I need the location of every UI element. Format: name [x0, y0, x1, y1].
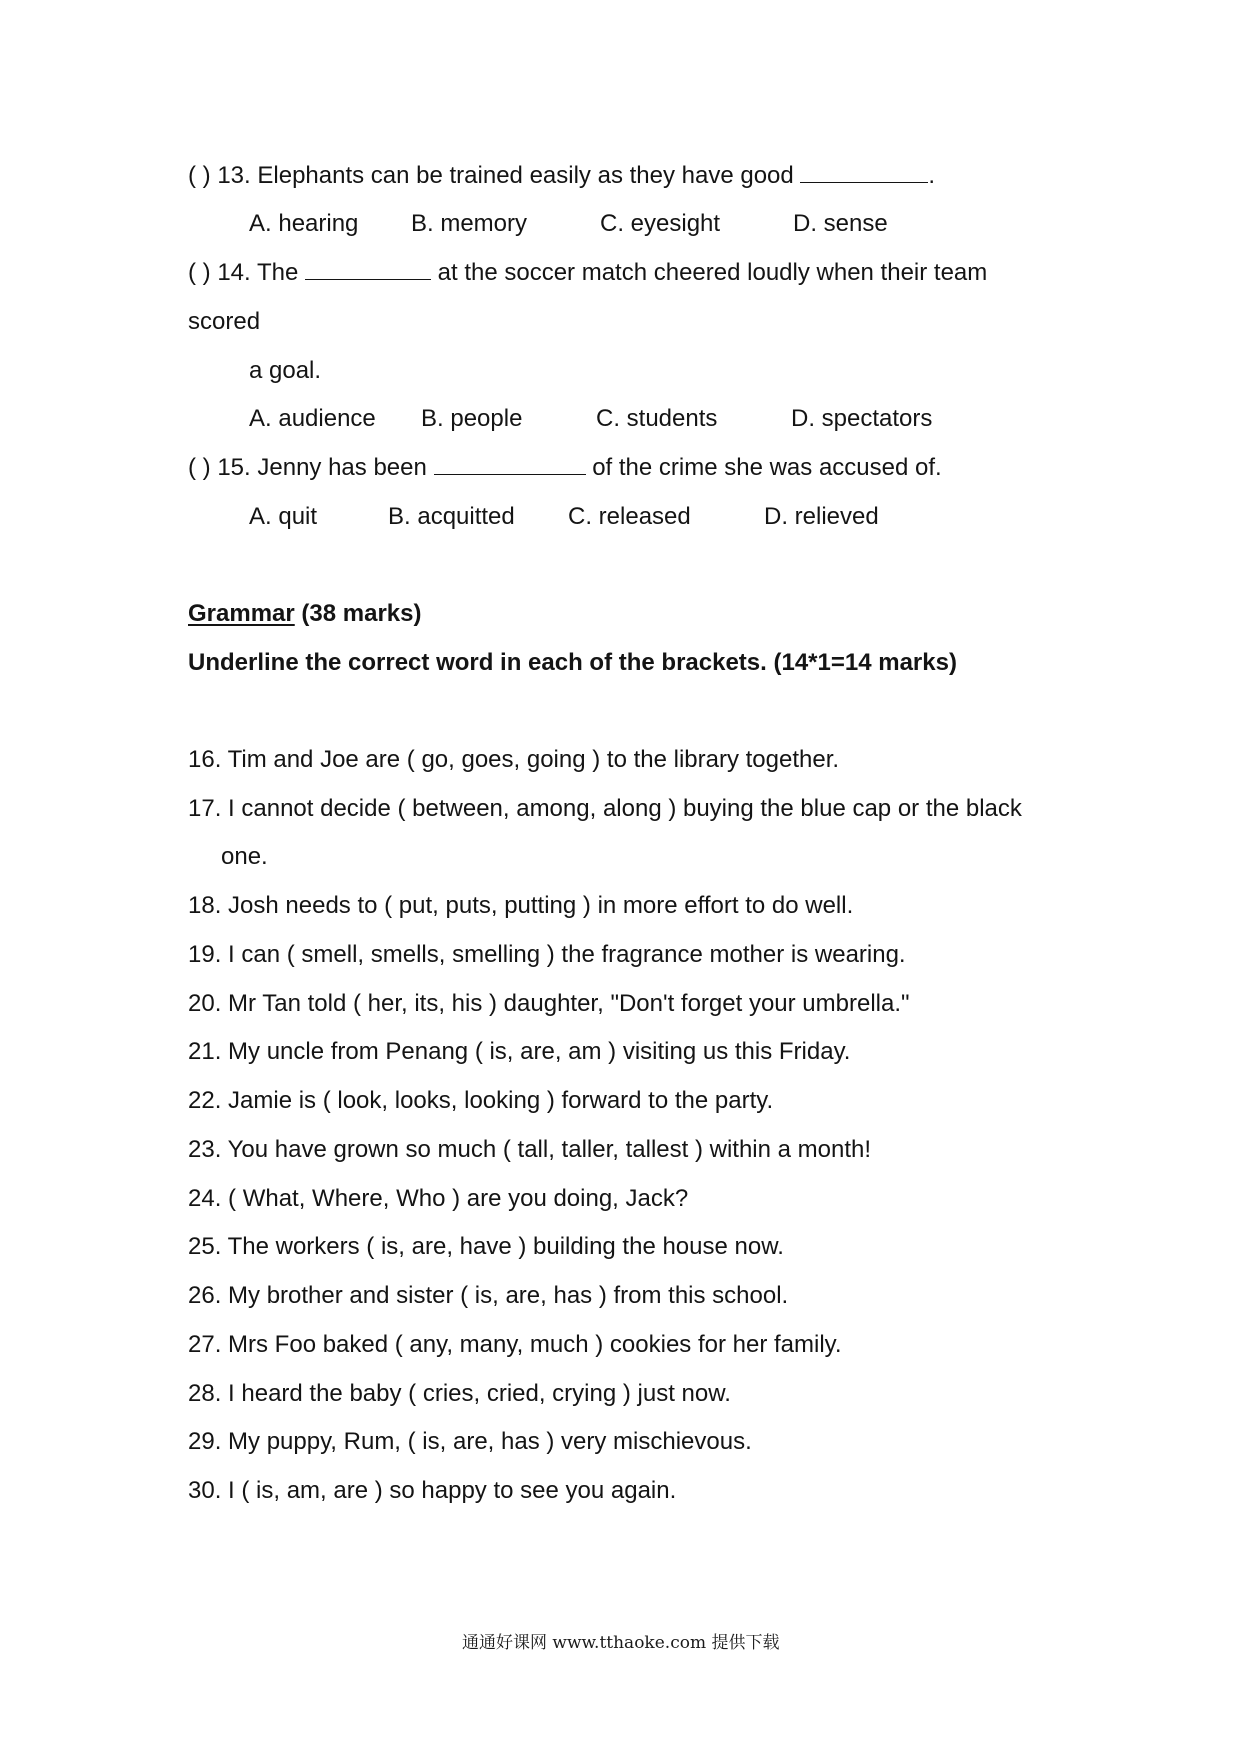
question-number: 15.	[217, 454, 251, 481]
question-13	[188, 161, 935, 191]
answer-paren: ( )	[188, 259, 211, 286]
option-c[interactable]: C. eyesight	[600, 210, 721, 237]
grammar-question-21[interactable]: 21. My uncle from Penang ( is, are, am ) visiting us this Friday.	[188, 1038, 851, 1065]
grammar-question-29[interactable]: 29. My puppy, Rum, ( is, are, has ) very mischievous.	[188, 1428, 752, 1455]
option-b[interactable]: B. memory	[411, 210, 528, 237]
question-text: The	[256, 259, 299, 286]
question-text-end: of the crime she was accused of.	[592, 454, 942, 481]
section-marks: (38 marks)	[301, 600, 422, 627]
option-a[interactable]: A. quit	[249, 503, 318, 530]
grammar-question-26[interactable]: 26. My brother and sister ( is, are, has ) from this school.	[188, 1282, 789, 1309]
section-heading	[188, 599, 421, 629]
question-14-line3: a goal.	[249, 357, 322, 384]
grammar-question-17-cont: one.	[221, 843, 268, 870]
grammar-question-17[interactable]: 17. I cannot decide ( between, among, along ) buying the blue cap or the black	[188, 795, 1022, 822]
option-a[interactable]: A. hearing	[249, 210, 359, 237]
answer-paren: ( )	[188, 162, 211, 189]
grammar-question-25[interactable]: 25. The workers ( is, are, have ) building the house now.	[188, 1233, 784, 1260]
answer-blank[interactable]	[305, 259, 431, 280]
page-footer: 通通好课网 www.tthaoke.com 提供下载	[462, 1633, 780, 1653]
option-d[interactable]: D. spectators	[791, 405, 933, 432]
option-c[interactable]: C. students	[596, 405, 718, 432]
question-14-line2: scored	[188, 308, 261, 335]
question-14	[188, 258, 987, 288]
option-b[interactable]: B. people	[421, 405, 523, 432]
grammar-question-16[interactable]: 16. Tim and Joe are ( go, goes, going ) to the library together.	[188, 746, 840, 773]
question-number: 14.	[217, 259, 251, 286]
question-text-end: at the soccer match cheered loudly when their team	[437, 259, 988, 286]
option-b[interactable]: B. acquitted	[388, 503, 515, 530]
grammar-question-20[interactable]: 20. Mr Tan told ( her, its, his ) daughter, "Don't forget your umbrella."	[188, 990, 910, 1017]
grammar-question-22[interactable]: 22. Jamie is ( look, looks, looking ) forward to the party.	[188, 1087, 774, 1114]
grammar-question-28[interactable]: 28. I heard the baby ( cries, cried, crying ) just now.	[188, 1380, 731, 1407]
question-number: 13.	[217, 162, 251, 189]
question-text: Elephants can be trained easily as they have good	[257, 162, 794, 189]
question-text-end: .	[928, 162, 936, 189]
grammar-question-30[interactable]: 30. I ( is, am, are ) so happy to see you again.	[188, 1477, 677, 1504]
answer-paren: ( )	[188, 454, 211, 481]
grammar-question-23[interactable]: 23. You have grown so much ( tall, taller, tallest ) within a month!	[188, 1136, 872, 1163]
grammar-question-19[interactable]: 19. I can ( smell, smells, smelling ) the fragrance mother is wearing.	[188, 941, 906, 968]
option-d[interactable]: D. relieved	[764, 503, 879, 530]
option-a[interactable]: A. audience	[249, 405, 376, 432]
section-instruction: Underline the correct word in each of the brackets. (14*1=14 marks)	[188, 649, 957, 676]
answer-blank[interactable]	[800, 162, 928, 183]
option-d[interactable]: D. sense	[793, 210, 888, 237]
question-15	[188, 453, 942, 483]
grammar-question-18[interactable]: 18. Josh needs to ( put, puts, putting ) in more effort to do well.	[188, 892, 854, 919]
section-title: Grammar	[188, 600, 295, 627]
answer-blank[interactable]	[434, 454, 586, 475]
grammar-question-24[interactable]: 24. ( What, Where, Who ) are you doing, Jack?	[188, 1185, 689, 1212]
grammar-question-27[interactable]: 27. Mrs Foo baked ( any, many, much ) cookies for her family.	[188, 1331, 842, 1358]
question-text: Jenny has been	[257, 454, 427, 481]
option-c[interactable]: C. released	[568, 503, 691, 530]
